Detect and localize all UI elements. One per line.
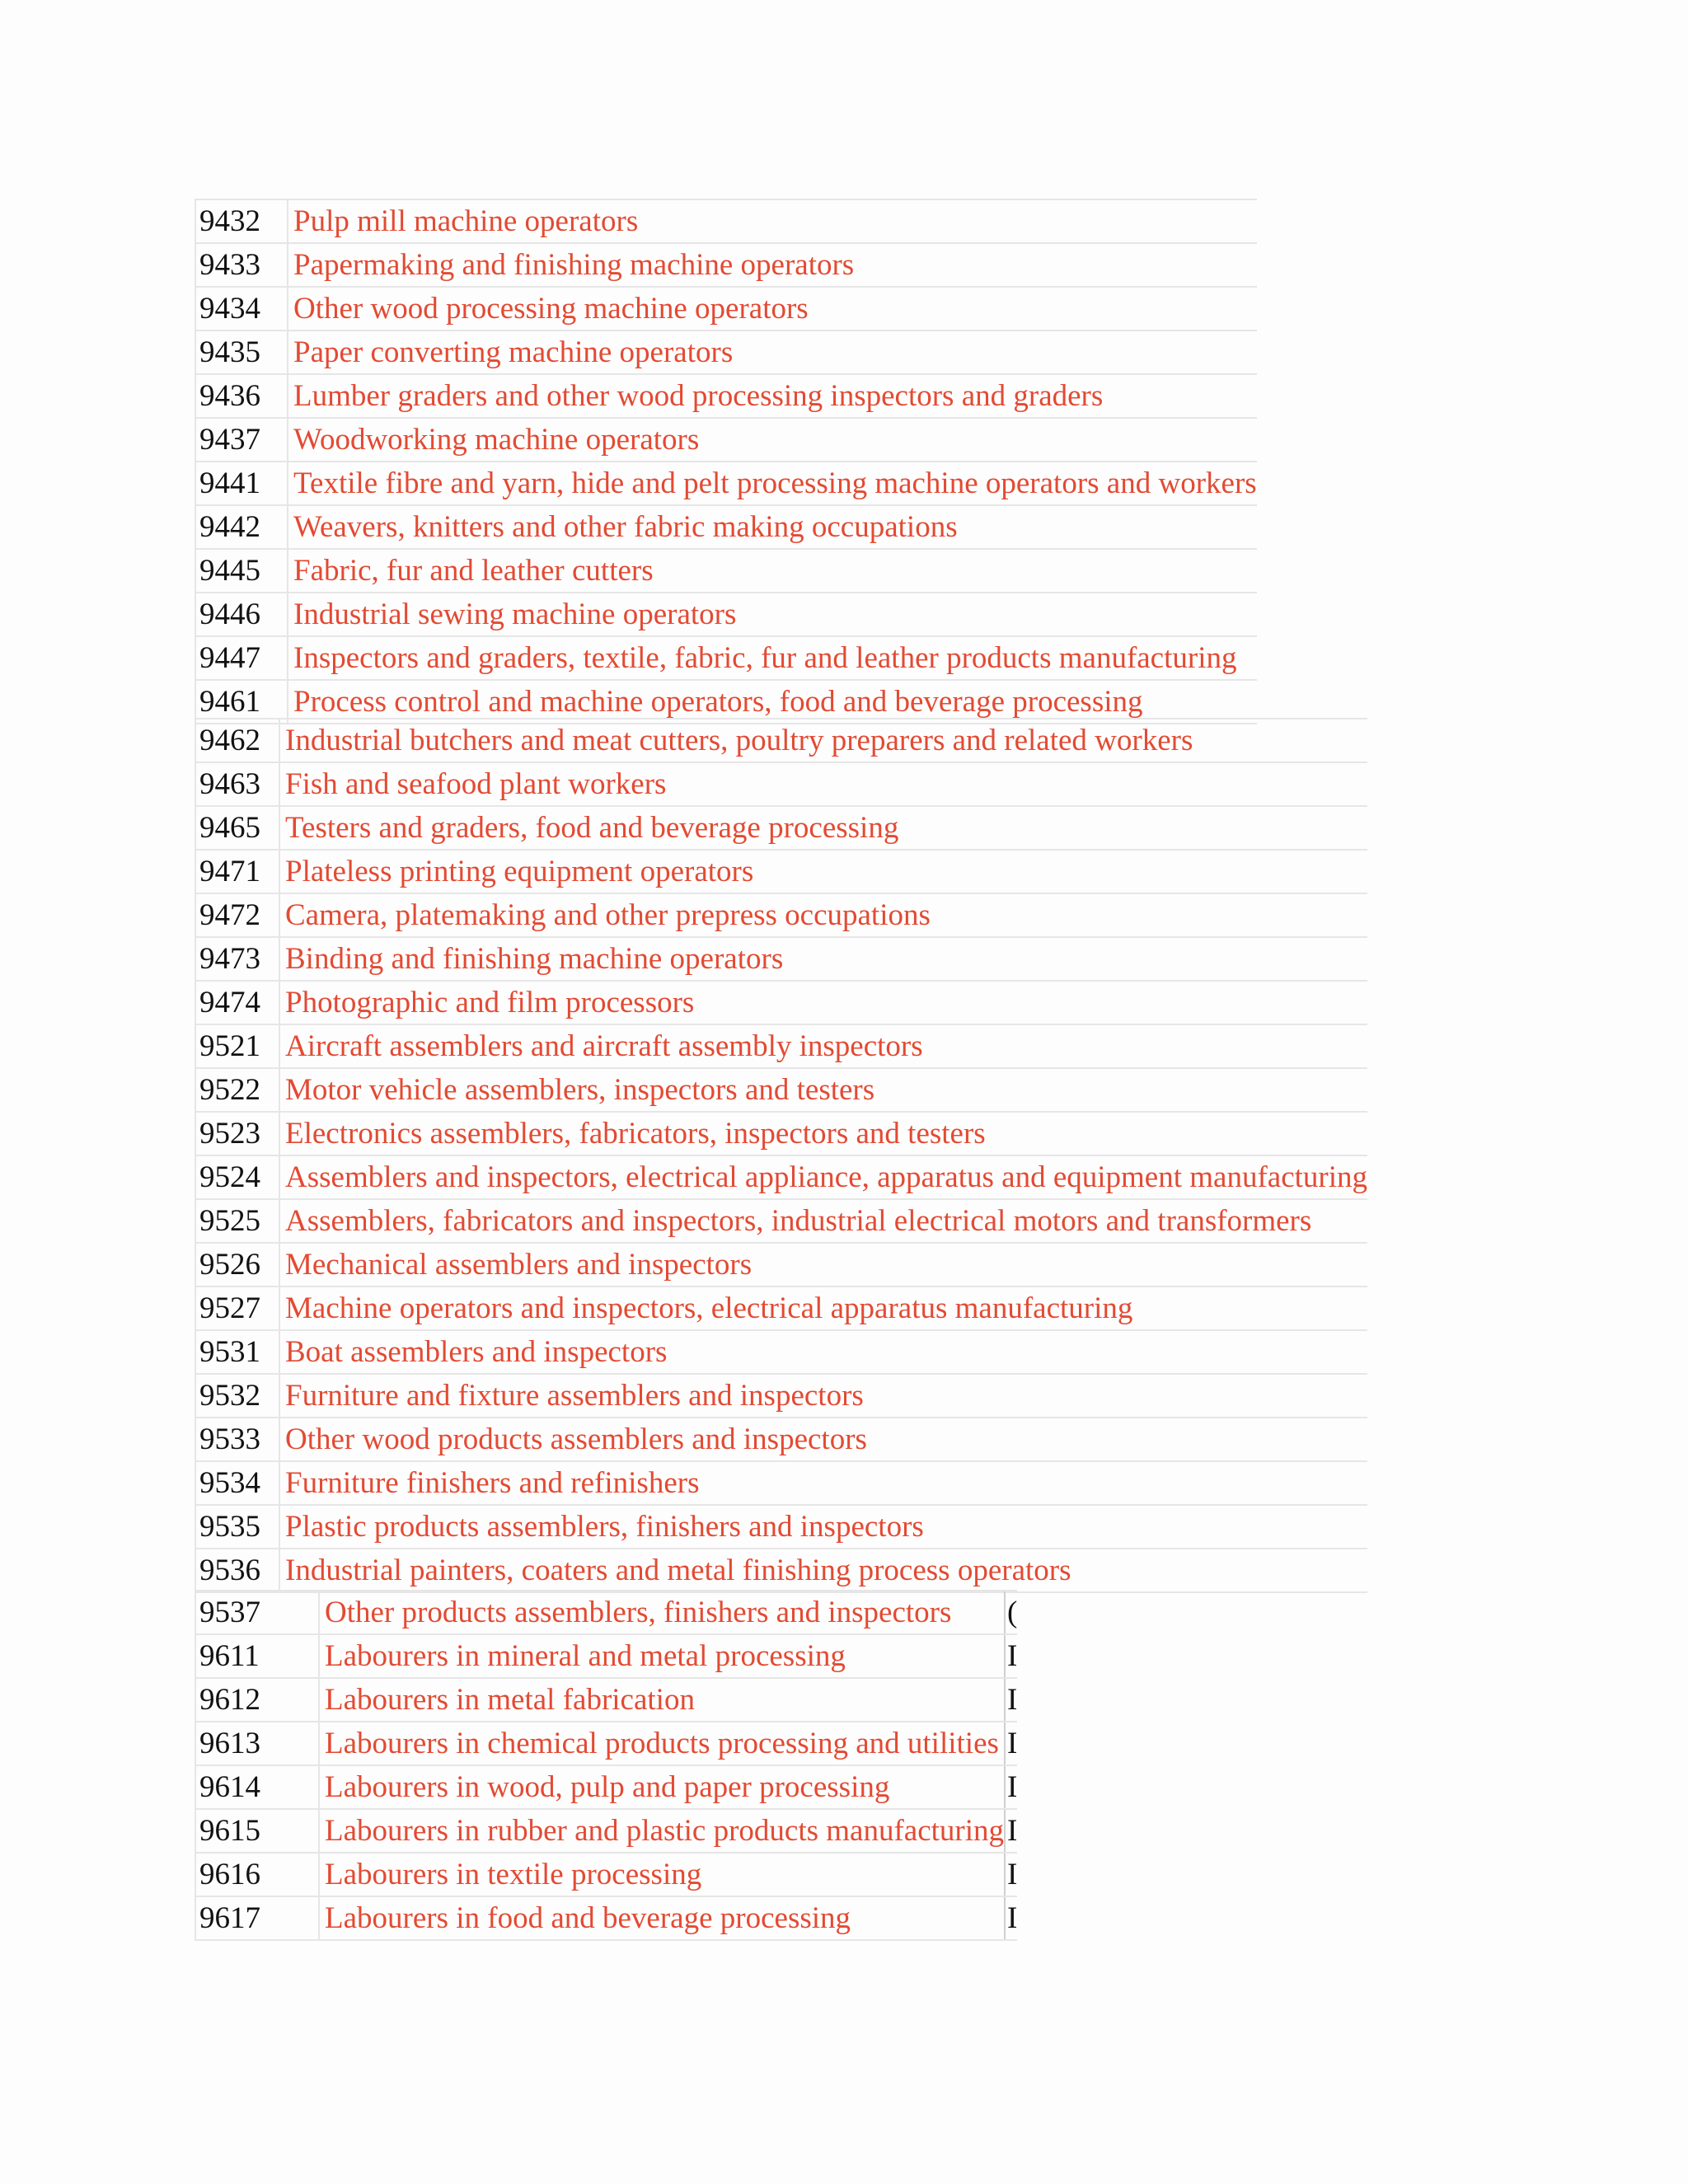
table-row bbox=[195, 762, 1367, 806]
table-row bbox=[195, 418, 1257, 462]
table-row bbox=[195, 1024, 1367, 1068]
occupation-code: 9446 bbox=[195, 593, 288, 636]
occupation-title: Labourers in mineral and metal processing bbox=[319, 1634, 1005, 1678]
occupation-code: 9435 bbox=[195, 330, 288, 374]
occupation-title: Testers and graders, food and beverage processing bbox=[279, 806, 1367, 850]
table-row bbox=[195, 1374, 1367, 1418]
occupation-code: 9442 bbox=[195, 505, 288, 549]
table-row bbox=[195, 1634, 1017, 1678]
occupation-title: Electronics assemblers, fabricators, inspectors and testers bbox=[279, 1112, 1367, 1155]
table-row bbox=[195, 1330, 1367, 1374]
table-row bbox=[195, 1809, 1017, 1853]
occupation-title: Plateless printing equipment operators bbox=[279, 850, 1367, 893]
truncated-cell: ( bbox=[1005, 1591, 1017, 1634]
table-row bbox=[195, 462, 1257, 505]
occupation-code: 9534 bbox=[195, 1461, 279, 1505]
truncated-cell: I bbox=[1005, 1765, 1017, 1809]
occupation-code: 9526 bbox=[195, 1243, 279, 1286]
occupation-title: Photographic and film processors bbox=[279, 981, 1367, 1024]
occupation-title: Textile fibre and yarn, hide and pelt processing machine operators and workers bbox=[288, 462, 1257, 505]
table-row bbox=[195, 1418, 1367, 1461]
table-row bbox=[195, 1722, 1017, 1765]
occupation-code: 9462 bbox=[195, 719, 279, 762]
occupation-code: 9474 bbox=[195, 981, 279, 1024]
occupation-code: 9461 bbox=[195, 680, 288, 724]
occupation-title: Fabric, fur and leather cutters bbox=[288, 549, 1257, 593]
table-row bbox=[195, 1112, 1367, 1155]
occupation-code: 9522 bbox=[195, 1068, 279, 1112]
occupation-code: 9437 bbox=[195, 418, 288, 462]
table-row bbox=[195, 330, 1257, 374]
occupation-code: 9527 bbox=[195, 1286, 279, 1330]
table-row bbox=[195, 505, 1257, 549]
occupation-code: 9531 bbox=[195, 1330, 279, 1374]
table-row bbox=[195, 243, 1257, 287]
table-row bbox=[195, 1155, 1367, 1199]
occupation-title: Industrial painters, coaters and metal finishing process operators bbox=[279, 1549, 1367, 1592]
occupation-code: 9436 bbox=[195, 374, 288, 418]
occupation-code: 9537 bbox=[195, 1591, 319, 1634]
occupation-code: 9432 bbox=[195, 199, 288, 243]
table-row bbox=[195, 1505, 1367, 1549]
occupation-code: 9525 bbox=[195, 1199, 279, 1243]
table-row bbox=[195, 1068, 1367, 1112]
table-row bbox=[195, 1678, 1017, 1722]
truncated-cell: I bbox=[1005, 1853, 1017, 1896]
table-row bbox=[195, 806, 1367, 850]
occupation-code: 9617 bbox=[195, 1896, 319, 1940]
table-row bbox=[195, 719, 1367, 762]
occupation-title: Motor vehicle assemblers, inspectors and testers bbox=[279, 1068, 1367, 1112]
occupation-code: 9611 bbox=[195, 1634, 319, 1678]
occupation-title: Binding and finishing machine operators bbox=[279, 937, 1367, 981]
occupation-code: 9465 bbox=[195, 806, 279, 850]
occupation-title: Fish and seafood plant workers bbox=[279, 762, 1367, 806]
occupation-title: Pulp mill machine operators bbox=[288, 199, 1257, 243]
occupation-title: Mechanical assemblers and inspectors bbox=[279, 1243, 1367, 1286]
occupation-code: 9523 bbox=[195, 1112, 279, 1155]
table-row bbox=[195, 1765, 1017, 1809]
truncated-cell: I bbox=[1005, 1722, 1017, 1765]
occupation-title: Camera, platemaking and other prepress occupations bbox=[279, 893, 1367, 937]
table-row bbox=[195, 374, 1257, 418]
occupation-code: 9447 bbox=[195, 636, 288, 680]
occupation-title: Process control and machine operators, food and beverage processing bbox=[288, 680, 1257, 724]
table-row bbox=[195, 893, 1367, 937]
occupation-code: 9472 bbox=[195, 893, 279, 937]
occupation-title: Paper converting machine operators bbox=[288, 330, 1257, 374]
table-row bbox=[195, 287, 1257, 330]
occupation-code: 9441 bbox=[195, 462, 288, 505]
occupation-title: Furniture and fixture assemblers and inspectors bbox=[279, 1374, 1367, 1418]
occupation-title: Weavers, knitters and other fabric making occupations bbox=[288, 505, 1257, 549]
occupation-title: Aircraft assemblers and aircraft assembly inspectors bbox=[279, 1024, 1367, 1068]
occupation-code: 9521 bbox=[195, 1024, 279, 1068]
occupation-title: Woodworking machine operators bbox=[288, 418, 1257, 462]
table-row bbox=[195, 549, 1257, 593]
occupation-code: 9471 bbox=[195, 850, 279, 893]
occupation-code: 9612 bbox=[195, 1678, 319, 1722]
occupation-code: 9434 bbox=[195, 287, 288, 330]
occupation-title: Plastic products assemblers, finishers and inspectors bbox=[279, 1505, 1367, 1549]
table-row bbox=[195, 593, 1257, 636]
table-row bbox=[195, 1896, 1017, 1940]
occupation-code: 9473 bbox=[195, 937, 279, 981]
truncated-cell: I bbox=[1005, 1809, 1017, 1853]
occupation-title: Machine operators and inspectors, electrical apparatus manufacturing bbox=[279, 1286, 1367, 1330]
table-row bbox=[195, 1243, 1367, 1286]
occupation-title: Papermaking and finishing machine operators bbox=[288, 243, 1257, 287]
occupation-code: 9536 bbox=[195, 1549, 279, 1592]
occupation-code: 9532 bbox=[195, 1374, 279, 1418]
occupation-title: Lumber graders and other wood processing inspectors and graders bbox=[288, 374, 1257, 418]
occupation-title: Industrial sewing machine operators bbox=[288, 593, 1257, 636]
occupation-title: Other wood processing machine operators bbox=[288, 287, 1257, 330]
table-row bbox=[195, 1199, 1367, 1243]
occupation-code: 9613 bbox=[195, 1722, 319, 1765]
occupation-title: Labourers in rubber and plastic products manufacturing bbox=[319, 1809, 1005, 1853]
occupation-code: 9616 bbox=[195, 1853, 319, 1896]
occupation-code: 9433 bbox=[195, 243, 288, 287]
table-row bbox=[195, 199, 1257, 243]
occupation-title: Labourers in textile processing bbox=[319, 1853, 1005, 1896]
table-row bbox=[195, 850, 1367, 893]
occupation-table-block-2 bbox=[195, 718, 1367, 1593]
occupation-title: Boat assemblers and inspectors bbox=[279, 1330, 1367, 1374]
table-row bbox=[195, 1591, 1017, 1634]
truncated-cell: I bbox=[1005, 1678, 1017, 1722]
occupation-table-block-3 bbox=[195, 1590, 1017, 1941]
occupation-title: Labourers in food and beverage processing bbox=[319, 1896, 1005, 1940]
table-row bbox=[195, 937, 1367, 981]
occupation-title: Other products assemblers, finishers and inspectors bbox=[319, 1591, 1005, 1634]
occupation-title: Labourers in wood, pulp and paper processing bbox=[319, 1765, 1005, 1809]
occupation-title: Other wood products assemblers and inspectors bbox=[279, 1418, 1367, 1461]
table-row bbox=[195, 1549, 1367, 1592]
occupation-code: 9445 bbox=[195, 549, 288, 593]
occupation-title: Assemblers, fabricators and inspectors, industrial electrical motors and transformers bbox=[279, 1199, 1367, 1243]
occupation-code: 9463 bbox=[195, 762, 279, 806]
table-row bbox=[195, 1853, 1017, 1896]
occupation-title: Labourers in metal fabrication bbox=[319, 1678, 1005, 1722]
occupation-code: 9614 bbox=[195, 1765, 319, 1809]
occupation-code: 9535 bbox=[195, 1505, 279, 1549]
table-row bbox=[195, 981, 1367, 1024]
occupation-code: 9524 bbox=[195, 1155, 279, 1199]
table-row bbox=[195, 1286, 1367, 1330]
table-row bbox=[195, 1461, 1367, 1505]
occupation-title: Furniture finishers and refinishers bbox=[279, 1461, 1367, 1505]
truncated-cell: I bbox=[1005, 1634, 1017, 1678]
table-row bbox=[195, 636, 1257, 680]
occupation-title: Industrial butchers and meat cutters, poultry preparers and related workers bbox=[279, 719, 1367, 762]
occupation-code: 9533 bbox=[195, 1418, 279, 1461]
truncated-cell: I bbox=[1005, 1896, 1017, 1940]
occupation-table-block-1 bbox=[195, 199, 1257, 724]
occupation-title: Labourers in chemical products processing and utilities bbox=[319, 1722, 1005, 1765]
occupation-title: Assemblers and inspectors, electrical appliance, apparatus and equipment manufacturing bbox=[279, 1155, 1367, 1199]
occupation-title: Inspectors and graders, textile, fabric, fur and leather products manufacturing bbox=[288, 636, 1257, 680]
occupation-code: 9615 bbox=[195, 1809, 319, 1853]
